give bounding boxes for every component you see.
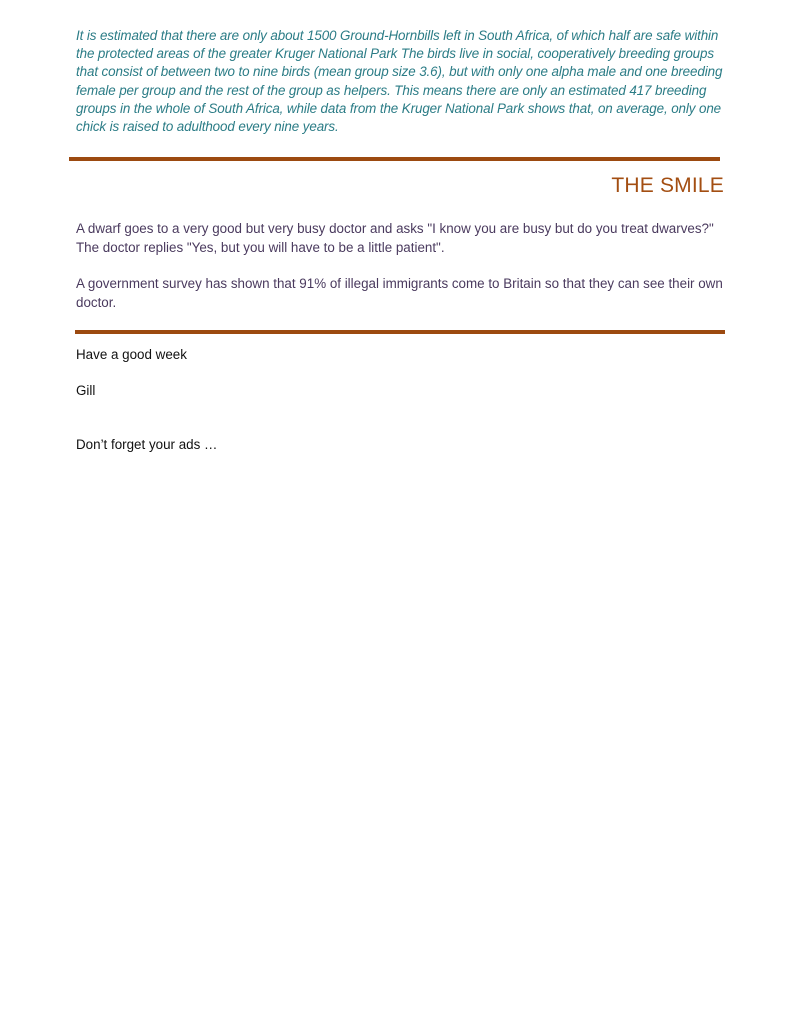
hornbill-paragraph: It is estimated that there are only about 1500 Ground-Hornbills left in South Africa, of which half are safe within the protected areas of the greater Kruger National Park The birds live in social, cooperatively breeding groups that consist of between two to nine birds (mean group size 3.6), but with only one alpha male and one breeding female per group and the rest of the group as helpers. This means there are only an estimated 417 breeding groups in the whole of South Africa, while data from the Kruger National Park shows that, on average, only one chick is raised to adulthood every nine years.: [76, 28, 723, 135]
signature: Gill: [76, 383, 96, 398]
ads-reminder: Don’t forget your ads …: [76, 437, 218, 452]
joke-paragraph: A dwarf goes to a very good but very busy doctor and asks "I know you are busy but do you treat dwarves?" The doctor replies "Yes, but you will have to be a little patient".: [76, 221, 714, 255]
section-divider-top: [69, 157, 720, 161]
section-title: THE SMILE: [611, 174, 724, 197]
joke-paragraph: A government survey has shown that 91% of illegal immigrants come to Britain so that they can see their own doctor.: [76, 276, 723, 310]
section-divider-bottom: [75, 330, 725, 334]
closing-greeting: Have a good week: [76, 347, 187, 362]
